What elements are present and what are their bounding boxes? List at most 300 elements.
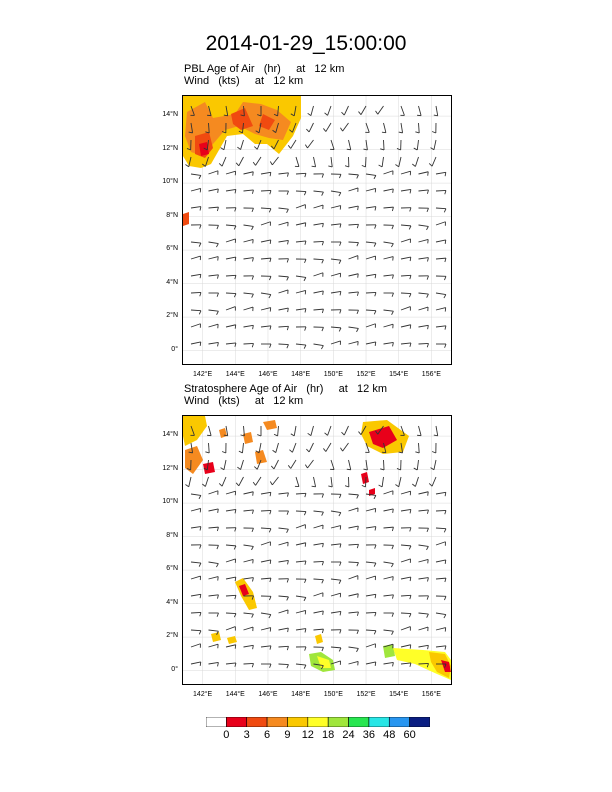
wind-barb: [244, 545, 254, 550]
wind-barb: [419, 645, 429, 649]
wind-barb: [236, 477, 243, 486]
wind-barb: [349, 206, 359, 210]
wind-barb: [366, 612, 376, 616]
wind-barb: [384, 630, 394, 635]
wind-barb: [314, 259, 324, 263]
wind-barb: [384, 189, 394, 193]
wind-barb: [401, 257, 411, 261]
wind-barb: [191, 508, 201, 512]
wind-barb: [362, 157, 366, 167]
wind-barb: [395, 477, 401, 487]
wind-barb: [314, 593, 323, 597]
wind-barb: [366, 324, 375, 328]
wind-barb: [401, 189, 411, 193]
wind-barb: [397, 140, 401, 150]
wind-barb: [331, 562, 341, 566]
colorbar-label: 60: [403, 729, 416, 741]
strat-age-region-nw-core: [203, 462, 215, 474]
wind-barb: [207, 426, 211, 436]
wind-barb: [434, 106, 438, 116]
wind-barb: [296, 173, 306, 177]
wind-barb: [436, 578, 446, 582]
wind-barb: [366, 274, 376, 278]
wind-barb: [191, 527, 201, 531]
wind-barb: [331, 310, 341, 314]
wind-barb: [191, 562, 201, 567]
wind-barb: [314, 511, 324, 516]
wind-barb: [296, 561, 306, 565]
wind-barb: [261, 528, 271, 532]
wind-barb: [209, 207, 219, 211]
y-tick-label: 6°N: [166, 245, 178, 253]
colorbar-swatch: [247, 717, 267, 727]
wind-barb: [401, 171, 411, 175]
wind-barb: [244, 325, 254, 329]
wind-barb: [244, 613, 254, 618]
wind-barb: [191, 576, 201, 580]
wind-barb: [436, 222, 445, 226]
wind-barb: [226, 257, 236, 261]
wind-barb: [261, 258, 271, 262]
wind-barb: [331, 242, 341, 246]
wind-barb: [244, 276, 254, 280]
wind-barb: [331, 341, 341, 345]
wind-barb: [261, 293, 271, 298]
wind-barb: [436, 172, 446, 176]
wind-barb: [261, 326, 271, 330]
y-tick-label: 0°: [171, 345, 178, 353]
wind-barb: [296, 647, 306, 651]
wind-barb: [226, 509, 236, 513]
wind-barb: [279, 610, 289, 614]
wind-barb: [436, 613, 446, 618]
wind-barb: [237, 460, 243, 470]
wind-barb: [349, 292, 359, 296]
wind-barb: [331, 174, 341, 178]
wind-barb: [209, 509, 219, 513]
wind-barb: [419, 492, 429, 496]
wind-barb: [261, 344, 271, 348]
wind-barb: [209, 562, 219, 567]
wind-barb: [261, 542, 270, 546]
wind-barb: [226, 613, 236, 617]
wind-barb: [384, 662, 394, 666]
wind-barb: [384, 257, 394, 261]
wind-barb: [363, 140, 367, 150]
colorbar-label: 12: [301, 729, 314, 741]
y-tick-label: 2°N: [166, 632, 178, 640]
wind-barb: [384, 275, 394, 279]
wind-barb: [279, 628, 289, 632]
wind-barb: [401, 343, 411, 347]
wind-barb: [401, 627, 410, 631]
wind-barb: [244, 559, 254, 563]
wind-barb: [296, 596, 306, 601]
wind-barb: [244, 208, 254, 212]
wind-barb: [419, 545, 429, 550]
wind-barb: [384, 207, 394, 211]
wind-barb: [191, 324, 200, 328]
colorbar-swatch: [389, 717, 409, 727]
y-tick-label: 10°N: [162, 498, 178, 506]
wind-barb: [436, 208, 446, 212]
wind-barb: [296, 493, 306, 497]
wind-barb: [226, 645, 236, 649]
wind-barb: [358, 106, 366, 115]
wind-barb: [191, 310, 201, 314]
colorbar-swatch: [206, 717, 226, 727]
wind-barb: [279, 191, 289, 195]
wind-barb: [279, 276, 289, 280]
wind-barb: [384, 293, 394, 297]
wind-barb: [226, 663, 236, 667]
wind-barb: [202, 477, 208, 487]
wind-barb: [279, 259, 289, 263]
wind-barb: [209, 644, 219, 648]
wind-barb: [279, 542, 289, 546]
wind-barb: [436, 326, 446, 330]
wind-barb: [331, 579, 341, 584]
x-tick-label: 150°E: [323, 691, 343, 698]
wind-barb: [419, 258, 429, 262]
wind-barb: [419, 276, 429, 280]
wind-barb: [244, 293, 254, 298]
wind-barb: [419, 613, 429, 618]
wind-barb: [363, 460, 367, 470]
wind-barb: [349, 494, 359, 498]
wind-barb: [209, 342, 219, 346]
wind-barb: [279, 646, 289, 650]
wind-barb: [419, 307, 429, 311]
wind-barb: [295, 477, 299, 487]
wind-barb: [436, 190, 446, 194]
wind-barb: [296, 327, 306, 331]
wind-barb: [401, 239, 411, 243]
wind-barb: [261, 172, 271, 176]
wind-barb: [366, 545, 376, 549]
wind-barb: [436, 240, 446, 244]
wind-barb: [436, 492, 446, 496]
wind-barb: [436, 258, 446, 262]
wind-barb: [291, 426, 296, 436]
wind-barb: [349, 576, 358, 580]
x-tick-label: 150°E: [323, 371, 343, 378]
wind-barb: [366, 256, 376, 260]
wind-barb: [384, 545, 394, 549]
wind-barb: [279, 493, 289, 497]
wind-barb: [273, 443, 279, 453]
wind-barb: [209, 257, 219, 261]
wind-barb: [191, 274, 201, 278]
wind-barb: [226, 528, 236, 532]
wind-barb: [312, 477, 316, 487]
wind-barb: [331, 511, 341, 516]
wind-barb: [261, 510, 271, 514]
wind-barb: [219, 477, 226, 486]
wind-barb: [366, 225, 376, 229]
wind-barb: [366, 527, 376, 531]
wind-barb: [244, 663, 254, 667]
wind-barb: [414, 460, 419, 470]
wind-barb: [400, 106, 404, 115]
wind-barb: [415, 123, 419, 133]
wind-barb: [314, 611, 324, 615]
wind-barb: [347, 140, 351, 150]
panel-2-field-label: Stratosphere Age of Air (hr) at 12 km: [184, 383, 387, 395]
wind-barb: [191, 494, 201, 499]
wind-barb: [331, 259, 341, 264]
wind-barb: [209, 242, 219, 247]
wind-barb: [331, 206, 341, 210]
wind-barb: [209, 527, 219, 531]
wind-barb: [253, 157, 261, 165]
wind-barb: [314, 525, 324, 529]
x-tick-label: 146°E: [258, 371, 278, 378]
wind-barb: [436, 276, 446, 280]
wind-barb: [226, 491, 236, 495]
wind-barb: [191, 174, 201, 179]
strat-age-region-ne-specks: [361, 472, 375, 496]
wind-barb: [379, 157, 384, 167]
wind-barb: [244, 492, 254, 496]
wind-barb: [261, 222, 270, 226]
x-tick-label: 154°E: [389, 691, 409, 698]
wind-barb: [236, 157, 243, 166]
wind-barb: [209, 189, 219, 193]
wind-barb: [436, 528, 446, 532]
wind-barb: [209, 293, 219, 297]
y-tick-label: 4°N: [166, 278, 178, 286]
wind-barb: [419, 559, 429, 563]
wind-barb: [296, 664, 306, 669]
wind-barb: [366, 594, 376, 598]
wind-barb: [279, 511, 289, 515]
wind-barb: [382, 123, 386, 133]
wind-barb: [314, 223, 324, 227]
wind-barb: [279, 173, 289, 177]
wind-barb: [209, 324, 219, 328]
wind-barb: [349, 256, 358, 260]
wind-barb: [429, 477, 436, 486]
panel-1-plot: [183, 96, 451, 364]
wind-barb: [261, 613, 271, 618]
wind-barb: [419, 578, 429, 582]
wind-barb: [331, 224, 341, 228]
wind-barb: [221, 460, 226, 470]
x-tick-label: 148°E: [291, 691, 311, 698]
wind-barb: [261, 578, 271, 582]
wind-barb: [205, 443, 209, 453]
wind-barb: [308, 106, 314, 116]
wind-barb: [209, 662, 219, 666]
x-tick-label: 156°E: [421, 691, 441, 698]
wind-barb: [244, 190, 254, 194]
wind-barb: [296, 579, 306, 583]
wind-barb: [191, 188, 201, 192]
wind-barb: [226, 545, 236, 549]
wind-barb: [331, 327, 341, 331]
wind-barb: [261, 596, 271, 600]
colorbar-swatch: [267, 717, 287, 727]
wind-barb: [401, 545, 411, 549]
wind-barb: [412, 477, 418, 487]
wind-barb: [314, 647, 324, 651]
wind-barb: [226, 325, 236, 329]
wind-barb: [412, 157, 418, 167]
wind-barb: [312, 157, 316, 167]
wind-barb: [436, 560, 446, 564]
colorbar-label: 24: [342, 729, 355, 741]
wind-barb: [279, 664, 289, 668]
panel-1-field-label: PBL Age of Air (hr) at 12 km: [184, 63, 345, 75]
wind-barb: [244, 225, 254, 230]
wind-barb: [325, 426, 331, 435]
x-tick-label: 156°E: [421, 371, 441, 378]
wind-barb: [239, 443, 244, 453]
wind-barb: [261, 560, 271, 564]
wind-barb: [349, 544, 359, 548]
wind-barb: [244, 239, 254, 243]
wind-barb: [191, 256, 201, 260]
wind-barb: [331, 647, 341, 651]
wind-barb: [436, 293, 446, 298]
wind-barb: [434, 426, 438, 436]
wind-barb: [261, 276, 271, 280]
wind-barb: [296, 629, 306, 633]
x-tick-label: 152°E: [356, 691, 376, 698]
wind-barb: [314, 561, 324, 565]
wind-barb: [384, 491, 393, 495]
wind-barb: [314, 174, 324, 178]
x-tick-label: 144°E: [225, 371, 245, 378]
wind-barb: [305, 460, 313, 468]
wind-barb: [244, 172, 254, 176]
wind-barb: [380, 140, 384, 150]
wind-barb: [261, 208, 271, 212]
panel-2-strat-age-shading: [183, 416, 451, 680]
wind-barb: [436, 646, 446, 650]
wind-barb: [366, 508, 376, 512]
wind-barb: [417, 106, 421, 116]
wind-barb: [209, 545, 219, 549]
wind-barb: [237, 140, 243, 150]
wind-barb: [244, 343, 254, 347]
wind-barb: [314, 629, 324, 633]
panel-1-wind-label: Wind (kts) at 12 km: [184, 75, 304, 87]
wind-barb: [305, 140, 313, 148]
wind-barb: [349, 242, 359, 246]
wind-barb: [209, 613, 219, 617]
y-tick-label: 4°N: [166, 598, 178, 606]
wind-barb: [419, 528, 429, 532]
wind-barb: [288, 460, 296, 468]
wind-barb: [366, 207, 376, 211]
wind-barb: [366, 630, 376, 634]
wind-barb: [296, 241, 306, 245]
wind-barb: [376, 106, 384, 114]
wind-barb: [366, 662, 376, 666]
wind-barb: [349, 661, 359, 665]
wind-barb: [257, 426, 261, 436]
wind-barb: [314, 344, 324, 349]
wind-barb: [296, 259, 306, 263]
wind-barb: [401, 275, 411, 279]
wind-barb: [366, 562, 376, 567]
strat-age-region-west-specks: [211, 632, 237, 644]
wind-barb: [261, 190, 271, 194]
wind-barb: [401, 325, 411, 329]
wind-barb: [279, 308, 289, 312]
wind-barb: [401, 307, 410, 311]
colorbar-label: 3: [243, 729, 250, 741]
wind-barb: [419, 208, 429, 212]
wind-barb: [401, 225, 411, 229]
y-tick-label: 14°N: [162, 111, 178, 119]
wind-barb: [226, 239, 236, 243]
wind-barb: [436, 308, 446, 312]
wind-barb: [401, 528, 411, 532]
wind-barb: [226, 293, 236, 297]
wind-barb: [415, 443, 419, 453]
wind-barb: [429, 157, 436, 166]
wind-barb: [349, 612, 359, 616]
wind-barb: [401, 645, 411, 649]
wind-barb: [419, 190, 429, 194]
wind-barb: [314, 291, 324, 295]
y-tick-label: 2°N: [166, 312, 178, 320]
wind-barb: [314, 273, 323, 277]
y-tick-label: 14°N: [162, 431, 178, 439]
wind-barb: [296, 309, 306, 313]
wind-barb: [325, 106, 331, 115]
wind-barb: [349, 224, 359, 228]
wind-barb: [191, 612, 201, 616]
colorbar-swatch: [308, 717, 328, 727]
wind-barb: [244, 510, 254, 514]
wind-barb: [191, 630, 201, 634]
wind-barb: [341, 426, 348, 435]
wind-barb: [349, 341, 359, 345]
wind-barb: [222, 443, 226, 453]
wind-barb: [314, 309, 324, 313]
colorbar-label: 9: [284, 729, 291, 741]
wind-barb: [296, 511, 306, 515]
wind-barb: [384, 310, 394, 315]
wind-barb: [419, 510, 429, 514]
wind-barb: [419, 172, 429, 176]
wind-barb: [384, 527, 394, 531]
wind-barb: [244, 645, 254, 649]
wind-barb: [323, 123, 331, 132]
wind-barb: [279, 222, 289, 226]
wind-barb: [345, 477, 349, 487]
wind-barb: [226, 171, 236, 175]
wind-barb: [436, 596, 446, 600]
wind-barb: [331, 611, 341, 615]
wind-barb: [419, 293, 429, 298]
pbl-age-region-west-edge: [183, 212, 189, 226]
wind-barb: [314, 327, 324, 331]
wind-barb: [241, 426, 245, 436]
panel-2-plot: [183, 416, 451, 684]
y-tick-label: 12°N: [162, 144, 178, 152]
wind-barb: [384, 613, 394, 617]
wind-barb: [331, 593, 341, 597]
wind-barb: [401, 559, 411, 563]
wind-barb: [349, 327, 359, 332]
wind-barb: [419, 325, 429, 329]
wind-barb: [226, 225, 236, 229]
